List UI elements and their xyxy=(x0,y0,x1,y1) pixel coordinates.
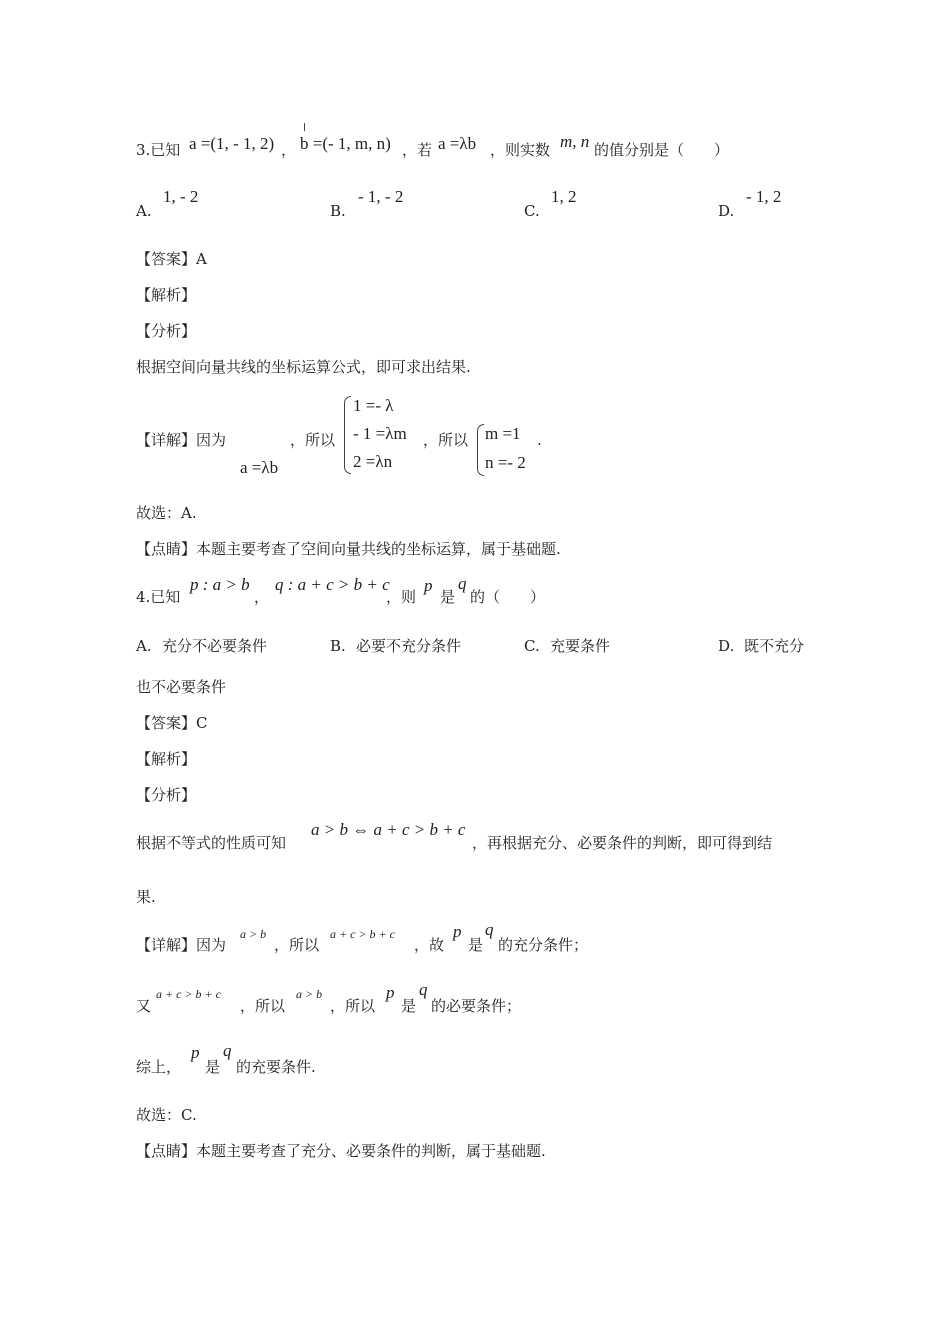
q4-choose: 故选：C. xyxy=(136,1106,197,1124)
left-brace-icon xyxy=(477,424,484,476)
q4-detail2-is: 是 xyxy=(401,997,417,1015)
q3-detail-period: . xyxy=(537,431,542,449)
left-brace-icon xyxy=(344,396,351,474)
q4-detail1-gu: ，故 xyxy=(414,936,445,954)
q4-detail1-prefix: 【详解】因为 xyxy=(136,936,227,954)
q3-comma: ， xyxy=(281,141,297,159)
q4-comma: ， xyxy=(254,588,270,606)
q4-then: ，则 xyxy=(386,588,417,606)
q4-detail2-prefix: 又 xyxy=(136,997,152,1015)
q3-option-c-label: C. xyxy=(524,202,540,220)
q3-option-d-value: - 1, 2 xyxy=(746,187,782,206)
q3-comment: 【点睛】本题主要考查了空间向量共线的坐标运算，属于基础题. xyxy=(136,540,561,558)
q4-detail3-q: q xyxy=(223,1041,232,1060)
q4-q-def: q : a + c > b + c xyxy=(275,575,390,594)
q4-comment: 【点睛】本题主要考查了充分、必要条件的判断，属于基础题. xyxy=(136,1142,546,1160)
q3-vector-b: b =(- 1, m, n) xyxy=(300,134,391,153)
q4-p-def: p : a > b xyxy=(190,575,250,594)
q4-option-c-value: 充要条件 xyxy=(550,637,611,655)
q4-detail3-suffix: 的充要条件. xyxy=(236,1058,316,1076)
q4-suffix: 的（ ） xyxy=(470,588,546,606)
q3-option-b-value: - 1, - 2 xyxy=(358,187,404,206)
q3-detail-so1: ，所以 xyxy=(290,431,336,449)
q3-detail-prefix: 【详解】因为 xyxy=(136,431,227,449)
q3-system1-eq1: 1 =- λ xyxy=(353,396,394,415)
q4-option-d-continued: 也不必要条件 xyxy=(136,678,227,696)
q3-relation: a =λb xyxy=(438,134,477,153)
q4-detail1-is: 是 xyxy=(468,936,484,954)
q3-option-a-value: 1, - 2 xyxy=(163,187,199,206)
q3-option-a-label: A. xyxy=(136,202,152,220)
q3-mn: m, n xyxy=(560,132,590,151)
q4-detail2-p: p xyxy=(386,983,395,1002)
q4-detail1-q: q xyxy=(485,920,494,939)
q4-detail2-so2: ，所以 xyxy=(330,997,376,1015)
q3-option-c-value: 1, 2 xyxy=(551,187,577,206)
q4-answer: 【答案】C xyxy=(136,714,208,732)
q3-system2-eq1: m =1 xyxy=(485,424,521,443)
q4-prefix: 4.已知 xyxy=(136,588,181,606)
q4-jiexi-heading: 【解析】 xyxy=(136,750,197,768)
q3-jiexi-heading: 【解析】 xyxy=(136,286,197,304)
q3-fenxi-heading: 【分析】 xyxy=(136,322,197,340)
q4-is: 是 xyxy=(440,588,456,606)
q3-suffix: 的值分别是（ ） xyxy=(594,141,730,159)
q4-analysis-math: a > b ⇔ a + c > b + c xyxy=(311,820,466,839)
q3-system1-eq2: - 1 =λm xyxy=(353,424,407,443)
q4-fenxi-heading: 【分析】 xyxy=(136,786,197,804)
q4-analysis-suffix: ，再根据充分、必要条件的判断，即可得到结 xyxy=(472,834,773,852)
q4-detail1-math1: a > b xyxy=(240,927,267,941)
q3-option-b-label: B. xyxy=(330,202,346,220)
q4-detail2-suffix: 的必要条件； xyxy=(431,997,522,1015)
q4-analysis-end: 果. xyxy=(136,888,156,906)
q4-option-d-value: 既不充分 xyxy=(744,637,805,655)
q3-system2-eq2: n =- 2 xyxy=(485,453,526,472)
q4-option-c-label: C. xyxy=(524,637,540,655)
q3-detail-so2: ，所以 xyxy=(423,431,469,449)
q4-q: q xyxy=(458,574,467,593)
q4-option-b-value: 必要不充分条件 xyxy=(356,637,462,655)
q4-detail3-is: 是 xyxy=(205,1058,221,1076)
q3-detail-relation: a =λb xyxy=(240,458,279,477)
q4-detail1-math2: a + c > b + c xyxy=(330,927,395,941)
q4-detail2-q: q xyxy=(419,980,428,999)
q4-option-a-value: 充分不必要条件 xyxy=(162,637,268,655)
q4-option-b-label: B. xyxy=(330,637,346,655)
q3-analysis-text: 根据空间向量共线的坐标运算公式，即可求出结果. xyxy=(136,358,471,376)
q3-prefix: 3.已知 xyxy=(136,141,181,159)
q4-detail1-so: ，所以 xyxy=(274,936,320,954)
q4-detail1-p: p xyxy=(453,922,462,941)
q4-detail1-suffix: 的充分条件； xyxy=(498,936,589,954)
q4-option-d-label: D. xyxy=(718,637,735,655)
q3-choose: 故选：A. xyxy=(136,504,197,522)
q4-detail2-so: ，所以 xyxy=(240,997,286,1015)
q4-detail3-prefix: 综上， xyxy=(136,1058,182,1076)
q3-if: ，若 xyxy=(402,141,433,159)
q3-answer: 【答案】A xyxy=(136,250,207,268)
q4-detail3-p: p xyxy=(191,1043,200,1062)
vector-arrow-icon xyxy=(304,123,305,131)
q3-real-numbers: ，则实数 xyxy=(490,141,551,159)
q3-vector-a: a =(1, - 1, 2) xyxy=(189,134,275,153)
q3-option-d-label: D. xyxy=(718,202,735,220)
q3-system1-eq3: 2 =λn xyxy=(353,452,393,471)
q4-option-a-label: A. xyxy=(136,637,152,655)
q4-detail2-math2: a > b xyxy=(296,987,323,1001)
q4-analysis-prefix: 根据不等式的性质可知 xyxy=(136,834,287,852)
q4-p: p xyxy=(424,576,433,595)
q4-detail2-math1: a + c > b + c xyxy=(156,987,221,1001)
